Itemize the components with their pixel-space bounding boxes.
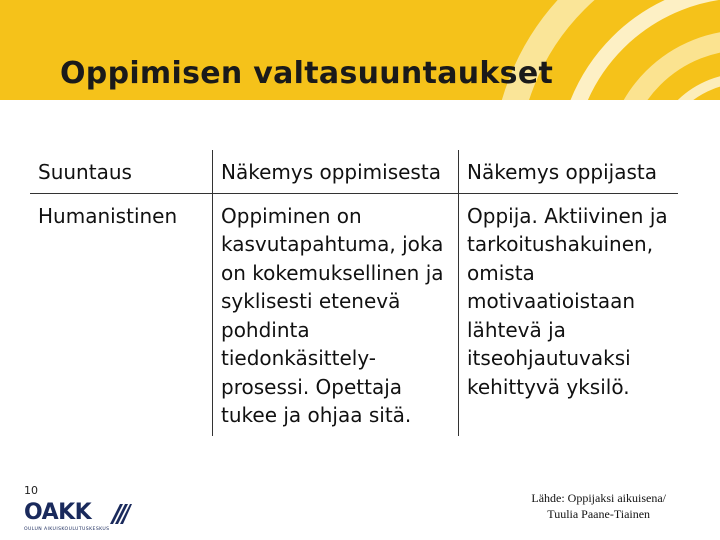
cell-nakemys-oppimisesta: Oppiminen on kasvutapahtuma, joka on kokemuksellinen ja syklisesti etenevä pohdinta tiedonkäsittely-prosessi. Opettaja tukee ja ohjaa sitä.	[213, 193, 459, 436]
header-nakemys-oppijasta: Näkemys oppijasta	[459, 150, 679, 193]
slide-title: Oppimisen valtasuuntaukset	[60, 56, 554, 91]
source-line-1: Lähde: Oppijaksi aikuisena/	[531, 491, 666, 505]
comparison-table	[30, 150, 678, 436]
logo-wordmark: OAKK	[24, 500, 92, 525]
table-row	[30, 193, 678, 436]
cell-suuntaus: Humanistinen	[38, 203, 178, 228]
logo-subtext: OULUN AIKUISKOULUTUSKESKUS	[24, 527, 110, 532]
slide-number: 10	[24, 484, 38, 497]
header-nakemys-oppimisesta: Näkemys oppimisesta	[213, 150, 459, 193]
logo-stripes-icon	[110, 504, 132, 524]
source-citation	[531, 490, 666, 522]
cell-nakemys-oppijasta: Oppija. Aktiivinen ja tarkoitushakuinen, omista motivaatioistaan lähtevä ja itseohjautuvaksi kehittyvä yksilö.	[459, 193, 679, 436]
oakk-logo	[24, 500, 164, 536]
header-suuntaus: Suuntaus	[30, 150, 213, 193]
table-header-row	[30, 150, 678, 193]
source-line-2: Tuulia Paane-Tiainen	[547, 507, 651, 521]
